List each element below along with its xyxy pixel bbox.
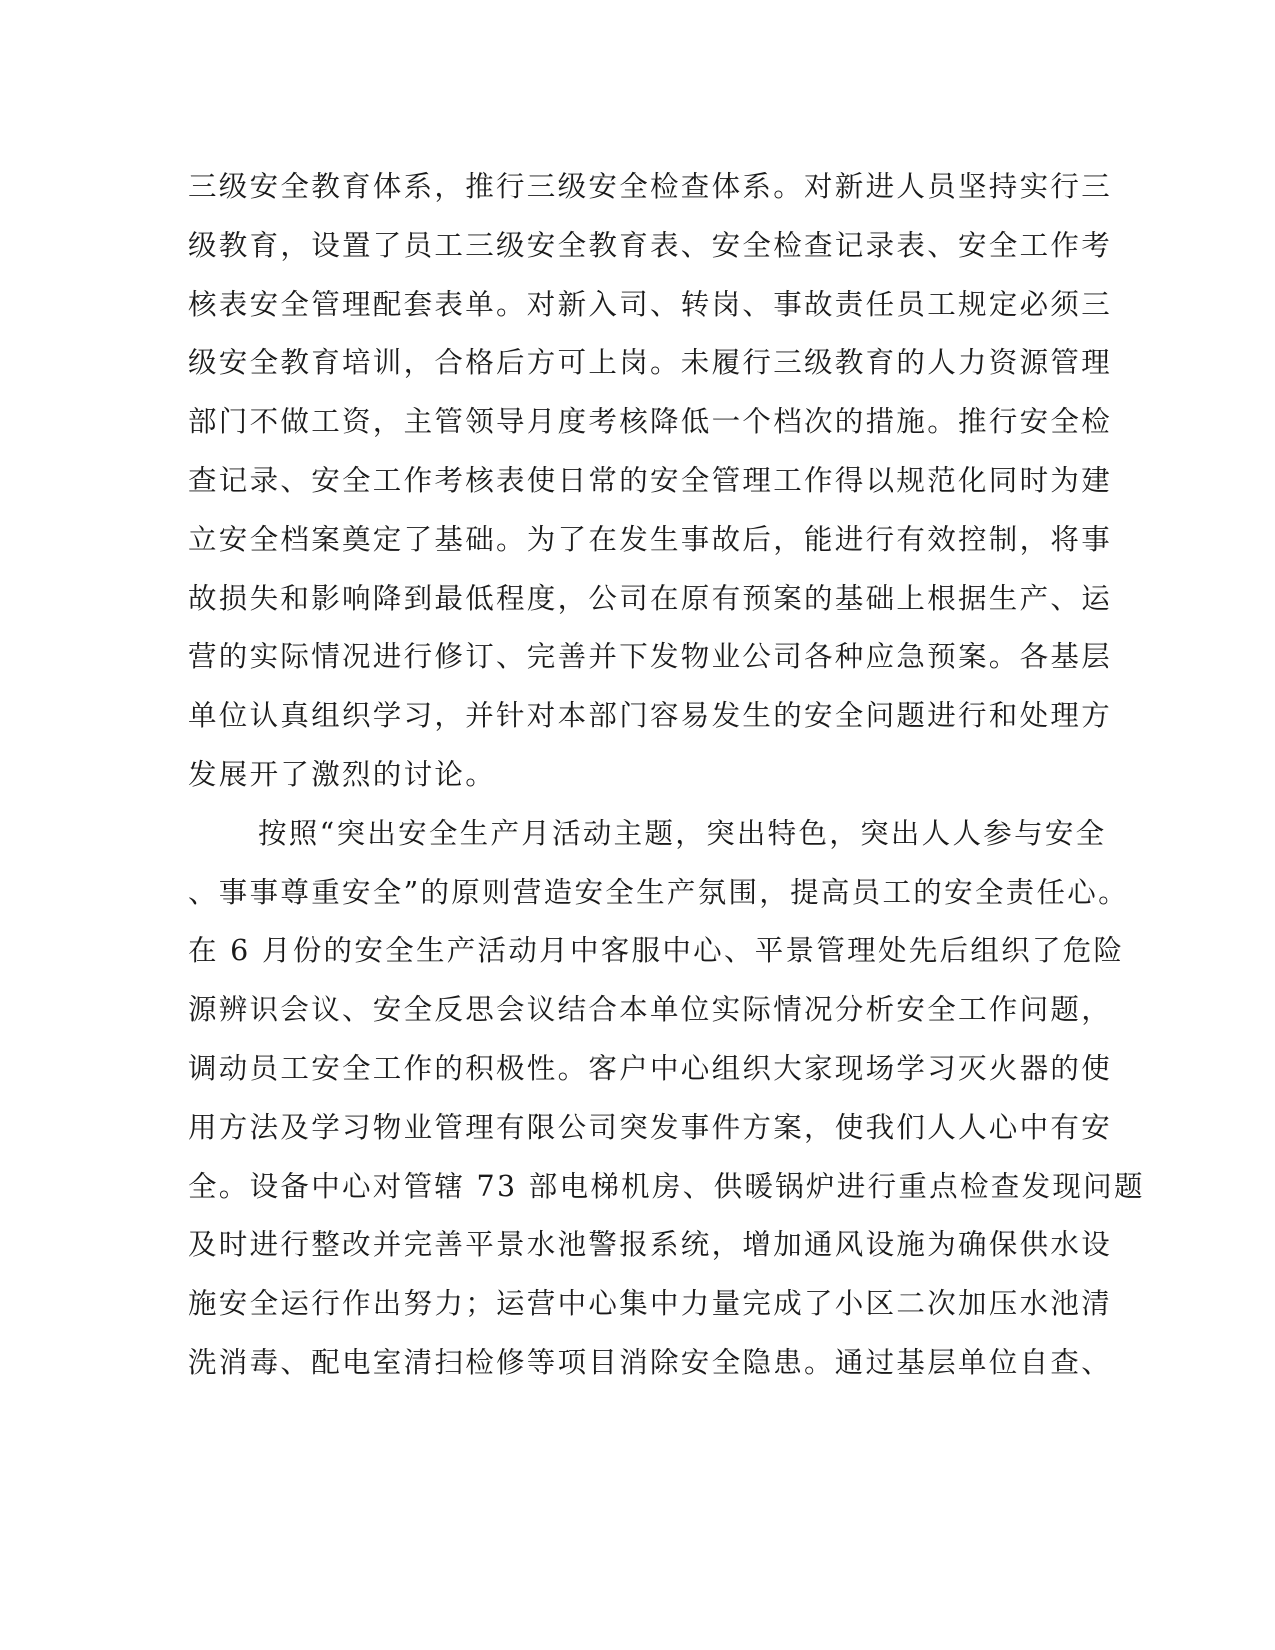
paragraph-2 — [188, 805, 1145, 1393]
text-line-first-indented: 按照“突出安全生产月活动主题，突出特色，突出人人参与安全 — [258, 816, 1107, 850]
text-line: 部门不做工资，主管领导月度考核降低一个档次的措施。推行安全检 — [188, 405, 1113, 439]
text-line: 级教育，设置了员工三级安全教育表、安全检查记录表、安全工作考 — [188, 228, 1113, 262]
text-line: 调动员工安全工作的积极性。客户中心组织大家现场学习灭火器的使 — [188, 1051, 1113, 1085]
text-line: 级安全教育培训，合格后方可上岗。未履行三级教育的人力资源管理 — [188, 346, 1113, 380]
text-line: 、事事尊重安全”的原则营造安全生产氛围，提高员工的安全责任心。 — [188, 875, 1129, 909]
text-line: 施安全运行作出努力；运营中心集中力量完成了小区二次加压水池清 — [188, 1287, 1113, 1321]
text-line: 核表安全管理配套表单。对新入司、转岗、事故责任员工规定必须三 — [188, 287, 1113, 321]
document-body — [188, 158, 1145, 1393]
text-line: 用方法及学习物业管理有限公司突发事件方案，使我们人人心中有安 — [188, 1110, 1113, 1144]
text-line: 三级安全教育体系，推行三级安全检查体系。对新进人员坚持实行三 — [188, 170, 1113, 203]
paragraph-1 — [188, 158, 1113, 805]
text-line: 查记录、安全工作考核表使日常的安全管理工作得以规范化同时为建 — [188, 463, 1113, 497]
text-line: 在 6 月份的安全生产活动月中客服中心、平景管理处先后组织了危险 — [188, 934, 1125, 968]
text-line: 源辨识会议、安全反思会议结合本单位实际情况分析安全工作问题， — [188, 993, 1113, 1027]
text-line: 全。设备中心对管辖 73 部电梯机房、供暖锅炉进行重点检查发现问题 — [188, 1169, 1145, 1203]
text-line: 营的实际情况进行修订、完善并下发物业公司各种应急预案。各基层 — [188, 640, 1113, 674]
text-line: 单位认真组织学习，并针对本部门容易发生的安全问题进行和处理方 — [188, 699, 1113, 733]
text-line: 及时进行整改并完善平景水池警报系统，增加通风设施为确保供水设 — [188, 1228, 1113, 1262]
text-line: 故损失和影响降到最低程度，公司在原有预案的基础上根据生产、运 — [188, 581, 1113, 615]
text-line: 洗消毒、配电室清扫检修等项目消除安全隐患。通过基层单位自查、 — [188, 1345, 1113, 1379]
text-line: 立安全档案奠定了基础。为了在发生事故后，能进行有效控制，将事 — [188, 522, 1113, 556]
text-line: 发展开了激烈的讨论。 — [188, 757, 497, 791]
